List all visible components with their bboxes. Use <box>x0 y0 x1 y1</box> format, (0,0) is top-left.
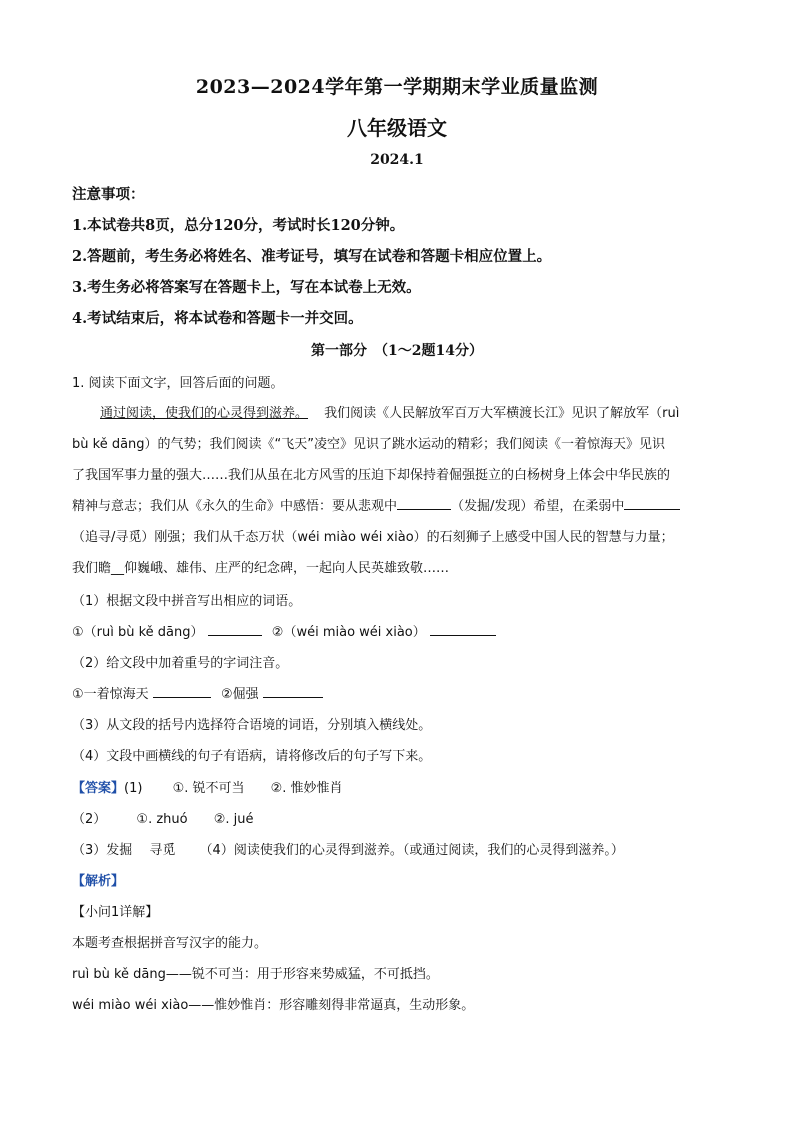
blank-2 <box>624 495 680 510</box>
answer-blank-1b <box>430 621 496 636</box>
notice-item-4: 4.考试结束后，将本试卷和答题卡一并交回。 <box>72 310 363 327</box>
answer-1-2: ②. 惟妙惟肖 <box>270 781 343 796</box>
part-heading: 第一部分 （1～2题14分） <box>311 343 483 359</box>
exam-title: 2023—2024学年第一学期期末学业质量监测 <box>195 76 599 98</box>
sub-question-1-items <box>72 621 496 640</box>
pinyin-item-b: ②（wéi miào wéi xiào） <box>271 625 426 640</box>
answer-blank-1a <box>208 621 262 636</box>
notice-item-2: 2.答题前，考生务必将姓名、准考证号，填写在试卷和答题卡相应位置上。 <box>72 248 552 265</box>
answer-line-3 <box>72 839 624 858</box>
annotate-item-a: ①一着惊海天 <box>72 687 149 702</box>
answer-2-label: （2） <box>72 812 107 827</box>
analysis-tag: 【解析】 <box>72 874 125 889</box>
passage-line-2: bù kě dāng）的气势；我们阅读《“飞天”凌空》见识了跳水运动的精彩；我们阅读《一着惊海天》见识 <box>72 437 665 452</box>
answer-1-1: ①. 锐不可当 <box>172 781 245 796</box>
analysis-subtag: 【小问1详解】 <box>72 905 159 920</box>
sub-question-3: （3）从文段的括号内选择符合语境的词语，分别填入横线处。 <box>72 718 432 733</box>
answer-2-1: ①. zhuó <box>136 812 188 827</box>
answer-line-2 <box>72 808 254 827</box>
notice-item-1: 1.本试卷共8页，总分120分，考试时长120分钟。 <box>72 217 405 234</box>
sub-question-4: （4）文段中画横线的句子有语病，请将修改后的句子写下来。 <box>72 749 432 764</box>
answer-3: （3）发掘 寻觅 <box>72 843 176 858</box>
passage-line-4b: （发掘/发现）希望，在柔弱中 <box>451 499 625 514</box>
analysis-paragraph-1: 本题考查根据拼音写汉字的能力。 <box>72 936 268 951</box>
answer-2-2: ②. jué <box>213 812 254 827</box>
analysis-paragraph-2: ruì bù kě dāng——锐不可当：用于形容来势威猛，不可抵挡。 <box>72 967 439 982</box>
notice-heading: 注意事项： <box>72 186 145 203</box>
annotate-item-b: ②倔强 <box>220 687 259 702</box>
answer-4: （4）阅读使我们的心灵得到滋养。（或通过阅读，我们的心灵得到滋养。） <box>199 843 624 858</box>
analysis-paragraph-3: wéi miào wéi xiào——惟妙惟肖：形容雕刻得非常逼真，生动形象。 <box>72 998 475 1013</box>
answer-tag: 【答案】 <box>72 781 125 796</box>
sub-question-2-items <box>72 683 323 702</box>
exam-subtitle: 八年级语文 <box>347 116 447 140</box>
answer-1-label: (1) <box>124 781 143 796</box>
passage-line-5: （追寻/寻觅）刚强；我们从千态万状（wéi miào wéi xiào）的石刻狮子上感受中国人民的智慧与力量； <box>72 530 674 545</box>
question-stem: 1. 阅读下面文字，回答后面的问题。 <box>72 376 284 391</box>
sub-question-1: （1）根据文段中拼音写出相应的词语。 <box>72 594 302 609</box>
answer-line-1 <box>72 777 343 796</box>
passage-line-1 <box>100 402 679 421</box>
notice-item-3: 3.考生务必将答案写在答题卡上，写在本试卷上无效。 <box>72 279 421 296</box>
answer-blank-2a <box>153 683 211 698</box>
pinyin-item-a: ①（ruì bù kě dāng） <box>72 625 204 640</box>
blank-1 <box>397 495 451 510</box>
passage-line-1-text: 我们阅读《人民解放军百万大军横渡长江》见识了解放军（ruì <box>324 406 680 421</box>
exam-date: 2024.1 <box>370 152 424 168</box>
passage-line-4a: 精神与意志；我们从《永久的生命》中感悟：要从悲观中 <box>72 499 398 514</box>
passage-line-3: 了我国军事力量的强大……我们从虽在北方风雪的压迫下却保持着倔强挺立的白杨树身上体会中华民族的 <box>72 468 671 483</box>
passage-line-4 <box>72 495 680 514</box>
passage-line-6: 我们瞻__仰巍峨、雄伟、庄严的纪念碑，一起向人民英雄致敬…… <box>72 561 450 576</box>
answer-blank-2b <box>263 683 323 698</box>
faulty-sentence: 通过阅读，使我们的心灵得到滋养。 <box>100 406 309 421</box>
sub-question-2: （2）给文段中加着重号的字词注音。 <box>72 656 289 671</box>
